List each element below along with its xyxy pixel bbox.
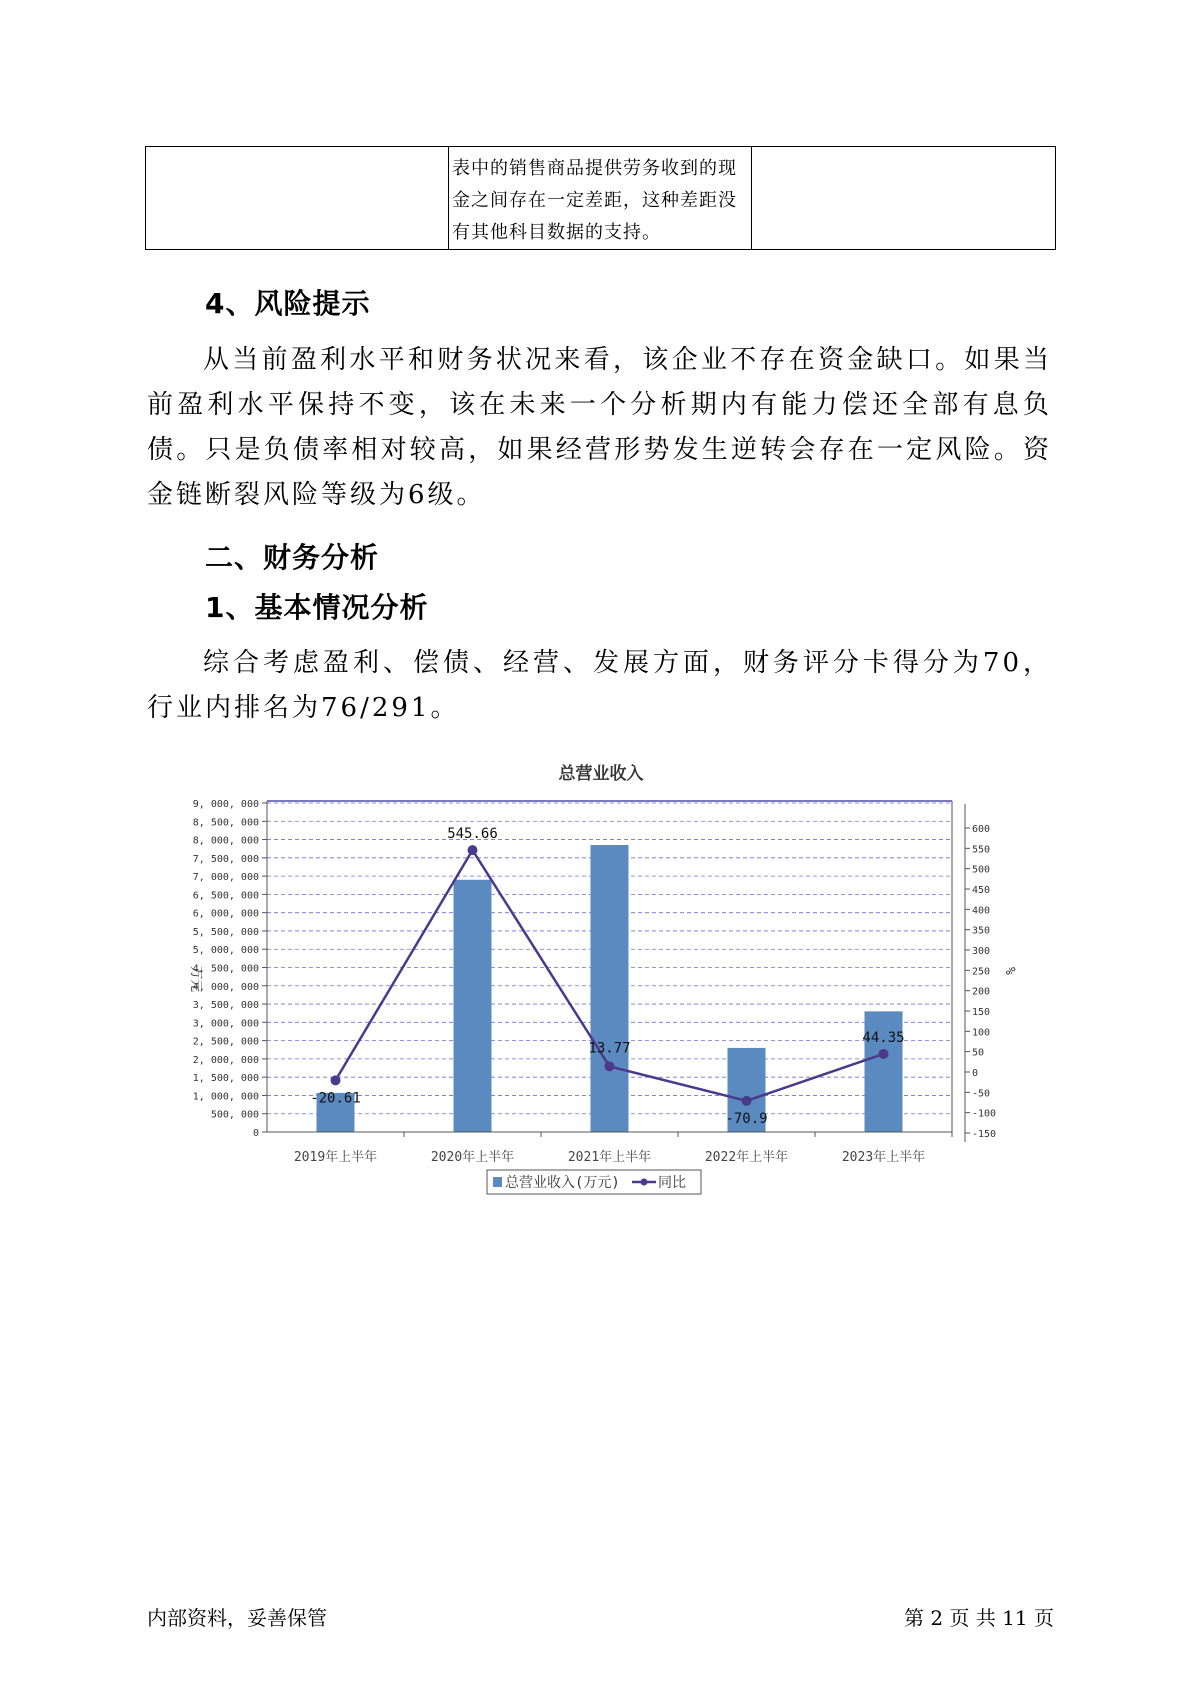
footer-page-number: 第 2 页 共 11 页 [904, 1606, 1054, 1630]
tick-label: 7, 500, 000 [192, 853, 259, 865]
table-cell [752, 147, 1056, 250]
legend-bar-swatch [493, 1177, 502, 1187]
tick-label: 8, 000, 000 [192, 835, 259, 847]
yoy-point [605, 1061, 615, 1071]
yoy-point [742, 1096, 752, 1106]
tick-label: 1, 000, 000 [192, 1091, 259, 1103]
tick-label: -100 [972, 1108, 997, 1120]
footer-left: 内部资料，妥善保管 [147, 1606, 327, 1630]
chart-legend [487, 1170, 701, 1194]
tick-label: 3, 000, 000 [192, 1018, 259, 1030]
x-axis-labels [294, 1132, 952, 1165]
data-label: 545.66 [447, 826, 498, 843]
tick-label: 4, 000, 000 [192, 981, 259, 993]
x-tick-label: 2021年上半年 [567, 1150, 652, 1165]
data-label: -70.9 [725, 1110, 768, 1127]
chart-bars [317, 845, 903, 1132]
x-tick-label: 2022年上半年 [704, 1150, 789, 1165]
right-axis-ticks [965, 824, 996, 1140]
tick-label: 8, 500, 000 [192, 817, 259, 829]
tick-label: 500 [972, 864, 991, 876]
basic-analysis-heading: 1、基本情况分析 [205, 591, 429, 624]
tick-label: 0 [972, 1068, 979, 1079]
bar [591, 845, 629, 1132]
x-tick-label: 2019年上半年 [293, 1150, 378, 1165]
table-cell-text: 表中的销售商品提供劳务收到的现金之间存在一定差距，这种差距没有其他科目数据的支持。 [452, 158, 737, 243]
tick-label: 100 [972, 1027, 991, 1039]
revenue-chart [180, 752, 1030, 1212]
data-table [145, 146, 1055, 243]
tick-label: -50 [972, 1088, 991, 1100]
tick-label: 6, 500, 000 [192, 890, 259, 902]
tick-label: 300 [972, 946, 991, 957]
tick-label: 5, 000, 000 [192, 945, 259, 957]
data-label: 44.35 [862, 1029, 905, 1046]
yoy-point [879, 1049, 889, 1059]
x-tick-label: 2023年上半年 [841, 1150, 926, 1165]
basic-analysis-paragraph: 综合考虑盈利、偿债、经营、发展方面，财务评分卡得分为70，行业内排名为76/291。 [147, 648, 1052, 723]
tick-label: 2, 000, 000 [192, 1054, 259, 1066]
legend-line-label: 同比 [658, 1175, 686, 1191]
risk-paragraph: 从当前盈利水平和财务状况来看，该企业不存在资金缺口。如果当前盈利水平保持不变，该在未来一个分析期内有能力偿还全部有息负债。只是负债率相对较高，如果经营形势发生逆转会存在一定风险。资金链断裂风险等级为6级。 [147, 345, 1052, 510]
tick-label: 500, 000 [210, 1109, 259, 1121]
yoy-point [468, 845, 478, 855]
tick-label: 6, 000, 000 [192, 908, 259, 920]
tick-label: 200 [972, 986, 991, 998]
table-cell [146, 147, 449, 250]
tick-label: 450 [972, 885, 991, 896]
tick-label: 350 [972, 925, 991, 937]
tick-label: 9, 000, 000 [192, 799, 259, 810]
tick-label: 7, 000, 000 [192, 872, 259, 884]
data-label: -20.61 [310, 1090, 361, 1107]
finance-heading: 二、财务分析 [205, 541, 380, 574]
tick-label: 400 [972, 905, 991, 917]
tick-label: 2, 500, 000 [192, 1036, 259, 1048]
data-label: 13.77 [588, 1040, 631, 1057]
legend-bar-label: 总营业收入(万元) [505, 1175, 620, 1191]
tick-label: 550 [972, 844, 991, 856]
right-axis-label: % [1002, 967, 1017, 975]
x-tick-label: 2020年上半年 [430, 1150, 515, 1165]
risk-heading: 4、风险提示 [205, 287, 371, 320]
tick-label: 250 [972, 966, 991, 978]
yoy-point [331, 1075, 341, 1085]
table-cell [449, 147, 752, 250]
chart-title: 总营业收入 [558, 764, 644, 784]
tick-label: -150 [972, 1129, 997, 1140]
tick-label: 0 [252, 1128, 259, 1139]
tick-label: 50 [972, 1047, 985, 1059]
tick-label: 5, 500, 000 [192, 926, 259, 938]
left-axis-label: 万元 [188, 966, 203, 993]
tick-label: 4, 500, 000 [192, 963, 259, 975]
tick-label: 600 [972, 824, 991, 835]
tick-label: 150 [972, 1007, 991, 1018]
tick-label: 1, 500, 000 [192, 1073, 259, 1085]
table-row [146, 147, 1056, 250]
tick-label: 3, 500, 000 [192, 1000, 259, 1012]
bar [454, 880, 492, 1132]
